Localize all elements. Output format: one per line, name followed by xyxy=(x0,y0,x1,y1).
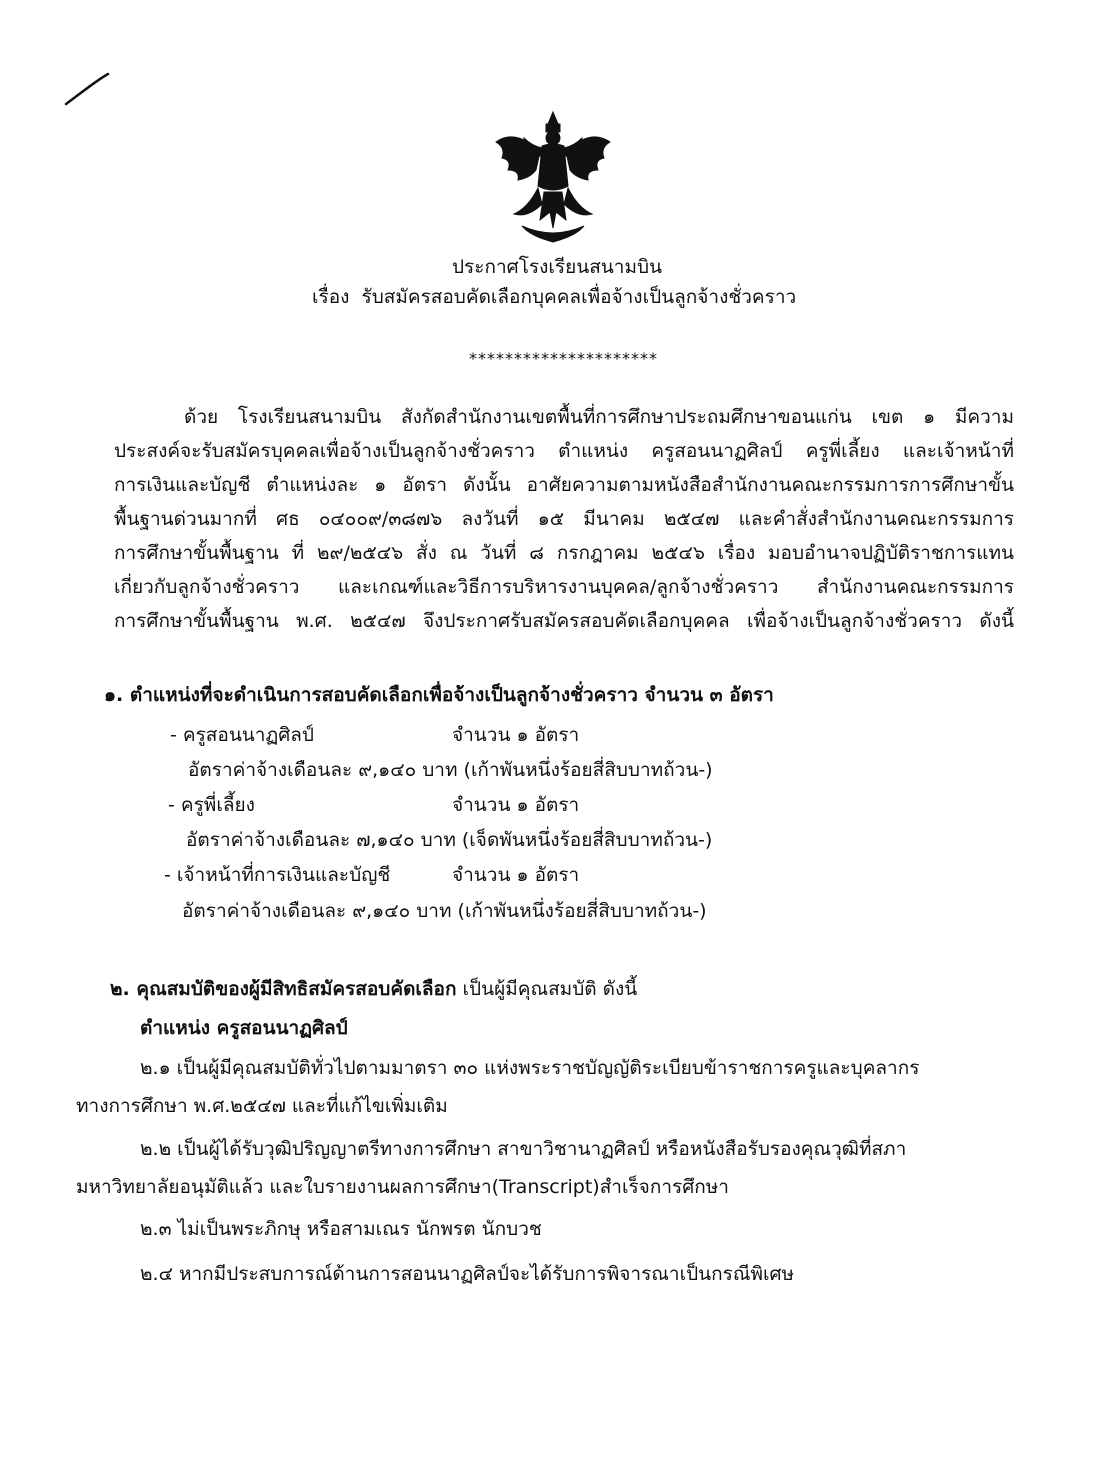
qualification-item-cont: มหาวิทยาลัยอนุมัติแล้ว และใบรายงานผลการศึกษา(Transcript)สำเร็จการศึกษา xyxy=(76,1176,729,1198)
qualification-item: ๒.๔ หากมีประสบการณ์ด้านการสอนนาฏศิลป์จะได้รับการพิจารณาเป็นกรณีพิเศษ xyxy=(140,1263,795,1285)
intro-line: เกี่ยวกับลูกจ้างชั่วคราว และเกณฑ์และวิธีการบริหารงานบุคคล/ลูกจ้างชั่วคราว สำนักงานคณะกรรมการ xyxy=(114,576,1014,598)
section2-heading-rest: เป็นผู้มีคุณสมบัติ ดังนี้ xyxy=(462,978,638,1000)
announcement-subject xyxy=(312,284,796,310)
intro-line: การศึกษาขั้นพื้นฐาน ที่ ๒๙/๒๕๔๖ สั่ง ณ วันที่ ๘ กรกฎาคม ๒๕๔๖ เรื่อง มอบอำนาจปฏิบัติราชการแทน xyxy=(114,542,1014,564)
position-salary: อัตราค่าจ้างเดือนละ ๗,๑๔๐ บาท (เจ็ดพันหนึ่งร้อยสี่สิบบาทถ้วน-) xyxy=(186,829,713,851)
position-count: จำนวน ๑ อัตรา xyxy=(452,724,580,746)
position-count: จำนวน ๑ อัตรา xyxy=(452,794,580,816)
subject-label: เรื่อง xyxy=(312,286,350,308)
intro-line: ประสงค์จะรับสมัครบุคคลเพื่อจ้างเป็นลูกจ้างชั่วคราว ตำแหน่ง ครูสอนนาฏศิลป์ ครูพี่เลี้ยง และเจ้าหน้าที่ xyxy=(114,440,1014,462)
section2-heading xyxy=(110,976,637,1002)
intro-line: การเงินและบัญชี ตำแหน่งละ ๑ อัตรา ดังนั้น อาศัยความตามหนังสือสำนักงานคณะกรรมการการศึกษาขั้น xyxy=(114,474,1014,496)
position-salary: อัตราค่าจ้างเดือนละ ๙,๑๔๐ บาท (เก้าพันหนึ่งร้อยสี่สิบบาทถ้วน-) xyxy=(188,759,713,781)
intro-paragraph xyxy=(114,400,1014,638)
position-salary: อัตราค่าจ้างเดือนละ ๙,๑๔๐ บาท (เก้าพันหนึ่งร้อยสี่สิบบาทถ้วน-) xyxy=(182,900,707,922)
section2-subheading: ตำแหน่ง ครูสอนนาฏศิลป์ xyxy=(140,1017,348,1039)
separator-stars: ********************* xyxy=(469,349,658,368)
qualification-item: ๒.๑ เป็นผู้มีคุณสมบัติทั่วไปตามมาตรา ๓๐ แห่งพระราชบัญญัติระเบียบข้าราชการครูและบุคลากร xyxy=(140,1057,920,1079)
position-count: จำนวน ๑ อัตรา xyxy=(452,864,580,886)
pen-stroke-mark xyxy=(62,70,112,110)
position-name: - เจ้าหน้าที่การเงินและบัญชี xyxy=(164,864,391,886)
subject-text: รับสมัครสอบคัดเลือกบุคคลเพื่อจ้างเป็นลูกจ้างชั่วคราว xyxy=(361,286,797,308)
intro-line: พื้นฐานด่วนมากที่ ศธ ๐๔๐๐๙/๓๘๗๖ ลงวันที่ ๑๕ มีนาคม ๒๕๔๗ และคำสั่งสำนักงานคณะกรรมการ xyxy=(114,508,1014,530)
section2-heading-bold: ๒. คุณสมบัติของผู้มีสิทธิสมัครสอบคัดเลือก xyxy=(110,978,457,1000)
garuda-emblem-icon xyxy=(488,108,618,248)
intro-line: การศึกษาขั้นพื้นฐาน พ.ศ. ๒๕๔๗ จึงประกาศรับสมัครสอบคัดเลือกบุคคล เพื่อจ้างเป็นลูกจ้างชั่วคราว ดังนี้ xyxy=(114,610,1014,632)
qualification-item-cont: ทางการศึกษา พ.ศ.๒๕๔๗ และที่แก้ไขเพิ่มเติม xyxy=(76,1095,448,1117)
announcement-title: ประกาศโรงเรียนสนามบิน xyxy=(452,256,663,278)
qualification-item: ๒.๓ ไม่เป็นพระภิกษุ หรือสามเณร นักพรต นักบวช xyxy=(140,1218,542,1240)
position-name: - ครูสอนนาฏศิลป์ xyxy=(170,724,314,746)
position-name: - ครูพี่เลี้ยง xyxy=(168,794,255,816)
intro-line: ด้วย โรงเรียนสนามบิน สังกัดสำนักงานเขตพื้นที่การศึกษาประถมศึกษาขอนแก่น เขต ๑ มีความ xyxy=(184,406,1014,428)
section1-heading: ๑. ตำแหน่งที่จะดำเนินการสอบคัดเลือกเพื่อจ้างเป็นลูกจ้างชั่วคราว จำนวน ๓ อัตรา xyxy=(104,684,774,706)
qualification-item: ๒.๒ เป็นผู้ได้รับวุฒิปริญญาตรีทางการศึกษา สาขาวิชานาฏศิลป์ หรือหนังสือรับรองคุณวุฒิที่สภา xyxy=(140,1138,907,1160)
